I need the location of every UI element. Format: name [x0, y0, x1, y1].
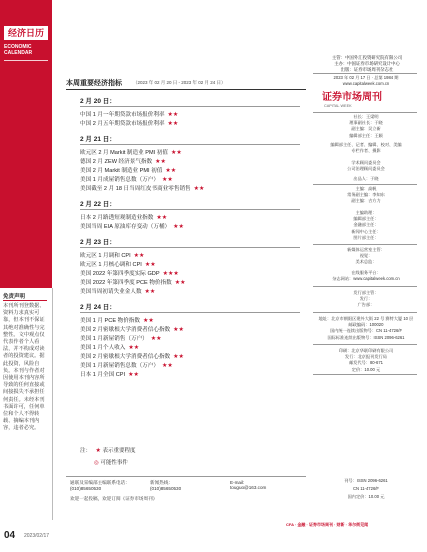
date-heading: 2 月 21 日： [80, 136, 116, 143]
contact-rule [66, 476, 306, 477]
event-name: 美国 2022 年第四季度实际 GDP [80, 271, 160, 277]
date-rule [80, 312, 300, 313]
event-name: 欧元区 1 月调和 CPI [80, 253, 131, 259]
masthead-block-online: 在线服务平台： 杂志网站：www.capitalweek.com.cn [332, 270, 400, 282]
masthead-block-producer: 出品人：于晓 [353, 176, 379, 181]
importance-stars-icon: ★★ [143, 318, 154, 324]
event-name: 美国 2 月 Markit 制造业 PMI 初值 [80, 168, 163, 174]
event-item [80, 316, 154, 324]
importance-stars-icon: ★★ [174, 280, 186, 286]
contact-editor-phone: (010)85650530 [70, 486, 102, 491]
masthead-block-leadership: 社长：王梁明 理事副社长：于晓 副主编：吴立新 编辑部主任：王颖 [349, 114, 383, 138]
contact-email-address[interactable]: touguo@163.com [230, 485, 267, 490]
disclaimer-heading: 免责声明 [3, 294, 26, 300]
event-name: 美国截至 2 月 18 日当周红皮书商业零售销售 [80, 186, 191, 192]
event-item [80, 110, 178, 118]
masthead-rule [313, 184, 417, 185]
event-item [80, 278, 185, 286]
masthead-issue: 2023 年 02 月 17 日 · 总第 1984 期 [333, 75, 399, 80]
event-name: 美国 2022 年第四季度 PCE 物价指数 [80, 280, 172, 286]
importance-stars-icon: ★★ [133, 253, 145, 259]
event-item [80, 166, 176, 174]
masthead-price: 国内定价：10.00 元 [347, 494, 385, 499]
importance-stars-icon: ★★ [173, 354, 184, 360]
importance-stars-icon: ★★ [170, 150, 182, 156]
masthead-issn: 刊号：ISSN 2096-6261 [344, 478, 388, 483]
date-rule [80, 144, 300, 145]
masthead-supervisor: 主管：中国外汇投资研究院有限公司 [331, 55, 403, 60]
event-item [80, 269, 179, 277]
event-name: 美国 1 月新屋销售总数（万户） [80, 363, 159, 369]
event-name: 美国当周 EIA 原油库存变动（万桶） [80, 224, 171, 230]
event-name: 日本 2 月路透短观制造业指数 [80, 215, 154, 221]
masthead-rule [313, 344, 417, 345]
calendar-range: （2023 年 02 月 20 日 - 2023 年 02 月 24 日） [133, 80, 226, 85]
importance-stars-icon: ★★ [128, 372, 139, 378]
masthead-cn: CN 11-4726/F [353, 486, 379, 491]
event-item [80, 184, 204, 192]
masthead-top [312, 55, 422, 73]
event-name: 美国 1 月 PCE 物价指数 [80, 318, 140, 324]
event-item [80, 352, 184, 360]
importance-stars-icon: ★★ [156, 215, 168, 221]
masthead-rule [313, 312, 417, 313]
importance-stars-icon: ★★ [167, 112, 179, 118]
event-name: 中国 1 月一年期贷款市场报价利率 [80, 112, 165, 118]
event-item [80, 119, 178, 127]
importance-stars-icon: ★★ [173, 224, 184, 230]
event-item [80, 222, 184, 230]
event-item [80, 157, 166, 165]
importance-stars-icon: ★★ [128, 345, 140, 351]
date-heading: 2 月 24 日： [80, 304, 116, 311]
contact-editor-label: 通联及采编部主编联系电话： [70, 480, 130, 485]
masthead-block-departments: 主编助理： 编辑部主任： 金融部主任： 新闻中心主任： 图片部主任： [351, 210, 381, 240]
importance-stars-icon: ★★ [193, 186, 205, 192]
magazine-logo-en: CAPITAL WEEK [324, 104, 352, 108]
event-item [80, 343, 139, 351]
importance-stars-icon: ★★ [161, 363, 173, 369]
circle-icon: ◎ [94, 460, 99, 466]
disclaimer-text: 本刊所刊登数据、资料力求真实可靠，但本刊不保证其绝对准确性与完整性。文中观点仅代表作者个人看法，并不构成对读者的投资建议。据此投资，风险自负。本刊与作者对因使用本刊内容所导致的任何直接或间接损失不承担任何责任。未经本刊书面许可，任何单位和个人不得转载、摘编本刊内容，违者必究。 [3, 303, 45, 432]
date-rule [80, 247, 300, 248]
event-name: 德国 2 月 ZEW 经济景气指数 [80, 159, 153, 165]
contact-hotline-label: 新闻热线： [150, 480, 173, 485]
contact-email-label: E-mail: [230, 480, 245, 485]
masthead-rule [313, 112, 417, 113]
event-item [80, 251, 144, 259]
event-item [80, 287, 155, 295]
contact-hotline-phone: (010)85650530 [150, 486, 182, 491]
event-name: 美国 1 月新屋销售（万户） [80, 336, 148, 342]
event-item [80, 361, 173, 369]
sidebar-divider [4, 60, 48, 61]
masthead-rule [313, 374, 417, 375]
importance-stars-icon: ★★★ [162, 271, 179, 277]
date-rule [80, 209, 300, 210]
event-item [80, 370, 139, 378]
event-item [80, 325, 184, 333]
event-name: 美国 1 月成屋销售总数（万户） [80, 177, 159, 183]
masthead-block-editors: 主编：高帆 常务副主编：李知东 副主编：吉方力 [347, 186, 385, 204]
star-icon: ★ [95, 448, 101, 454]
event-name: 美国 2 月密歇根大学消费者信心指数 [80, 327, 171, 333]
event-item [80, 175, 173, 183]
event-name: 欧元区 2 月 Markit 制造业 PMI 初值 [80, 150, 168, 156]
event-item [80, 148, 182, 156]
event-item [80, 334, 162, 342]
event-name: 美国 1 月个人收入 [80, 345, 126, 351]
event-name: 日本 1 月全国 CPI [80, 372, 126, 378]
date-heading: 2 月 20 日： [80, 98, 116, 105]
event-name: 美国 2 月密歇根大学消费者信心指数 [80, 354, 171, 360]
masthead-block-media: 新媒体运营室主管： 视觉： 美术总监： [347, 247, 385, 265]
contact-tagline: 欢迎一起投稿，欢迎订阅《证券市场周刊》 [70, 496, 158, 501]
event-item [80, 260, 156, 268]
legend-note-label: 注： [80, 448, 92, 454]
masthead-publisher: 出版：证券市场周刊杂志社 [340, 67, 394, 72]
importance-stars-icon: ★★ [150, 336, 162, 342]
contact-email [230, 480, 266, 490]
contact-editor [70, 480, 130, 491]
date-rule [80, 106, 300, 107]
sponsor-strip: CFA · 金融 · 证券市场周刊 · 财新 · 华尔街见闻 [286, 522, 369, 527]
page-number: 04 [4, 530, 16, 541]
importance-stars-icon: ★★ [155, 159, 166, 165]
date-heading: 2 月 23 日： [80, 239, 116, 246]
contact-hotline [150, 480, 181, 491]
importance-stars-icon: ★★ [167, 121, 179, 127]
importance-stars-icon: ★★ [144, 289, 156, 295]
masthead-rule [313, 286, 417, 287]
masthead-block-distribution: 发行部主管： 发行： 广告部： [353, 290, 379, 308]
event-name: 欧元区 1 月核心调和 CPI [80, 262, 142, 268]
importance-stars-icon: ★★ [161, 177, 173, 183]
event-name: 中国 2 月五年期贷款市场报价利率 [80, 121, 165, 127]
importance-stars-icon: ★★ [165, 168, 177, 174]
page-date: 2023/02/17 [24, 533, 50, 539]
magazine-logo: 证券市场周刊 [322, 92, 382, 103]
legend-star-text: 表示重要程度 [102, 448, 136, 454]
event-item [80, 213, 167, 221]
masthead-block-address: 地址：北京市朝阳区建外大街 22 号 赛特大厦 10 层 邮政编码：100020 国内统一连续出版物号：CN 11-4726/F 国际标准连续出版物号：ISSN 2096-6261 [318, 316, 414, 340]
title-rule [66, 89, 306, 90]
masthead-rule [313, 73, 417, 74]
date-heading: 2 月 22 日： [80, 201, 116, 208]
legend [80, 446, 135, 470]
masthead-sponsor: 主办：中国证券市场研究设计中心 [334, 61, 400, 66]
legend-circle-text: 可能性事件 [100, 460, 128, 466]
disclaimer-rule [3, 300, 47, 301]
masthead-block-print: 印刷：北京华联印刷有限公司 发行：北京报刊发行局 邮发代号：80-671 定价：10.00 元 [338, 348, 394, 372]
section-title: 经济日历 [4, 26, 48, 40]
calendar-title: 本周重要经济指标 [66, 80, 122, 87]
importance-stars-icon: ★★ [144, 262, 156, 268]
masthead-rule [313, 244, 417, 245]
event-name: 美国当周初请失业金人数 [80, 289, 142, 295]
masthead-block-advisors: 学术顾问委员会 公司治理顾问委员会 [347, 160, 385, 172]
importance-stars-icon: ★★ [173, 327, 184, 333]
masthead-block-staff: 编辑部主任、记者、编辑、校对、美编 专栏作者、摄影 [330, 142, 402, 154]
section-subtitle-en: ECONOMIC CALENDAR [4, 44, 33, 56]
masthead-website[interactable]: www.capitalweek.com.cn [342, 81, 390, 86]
